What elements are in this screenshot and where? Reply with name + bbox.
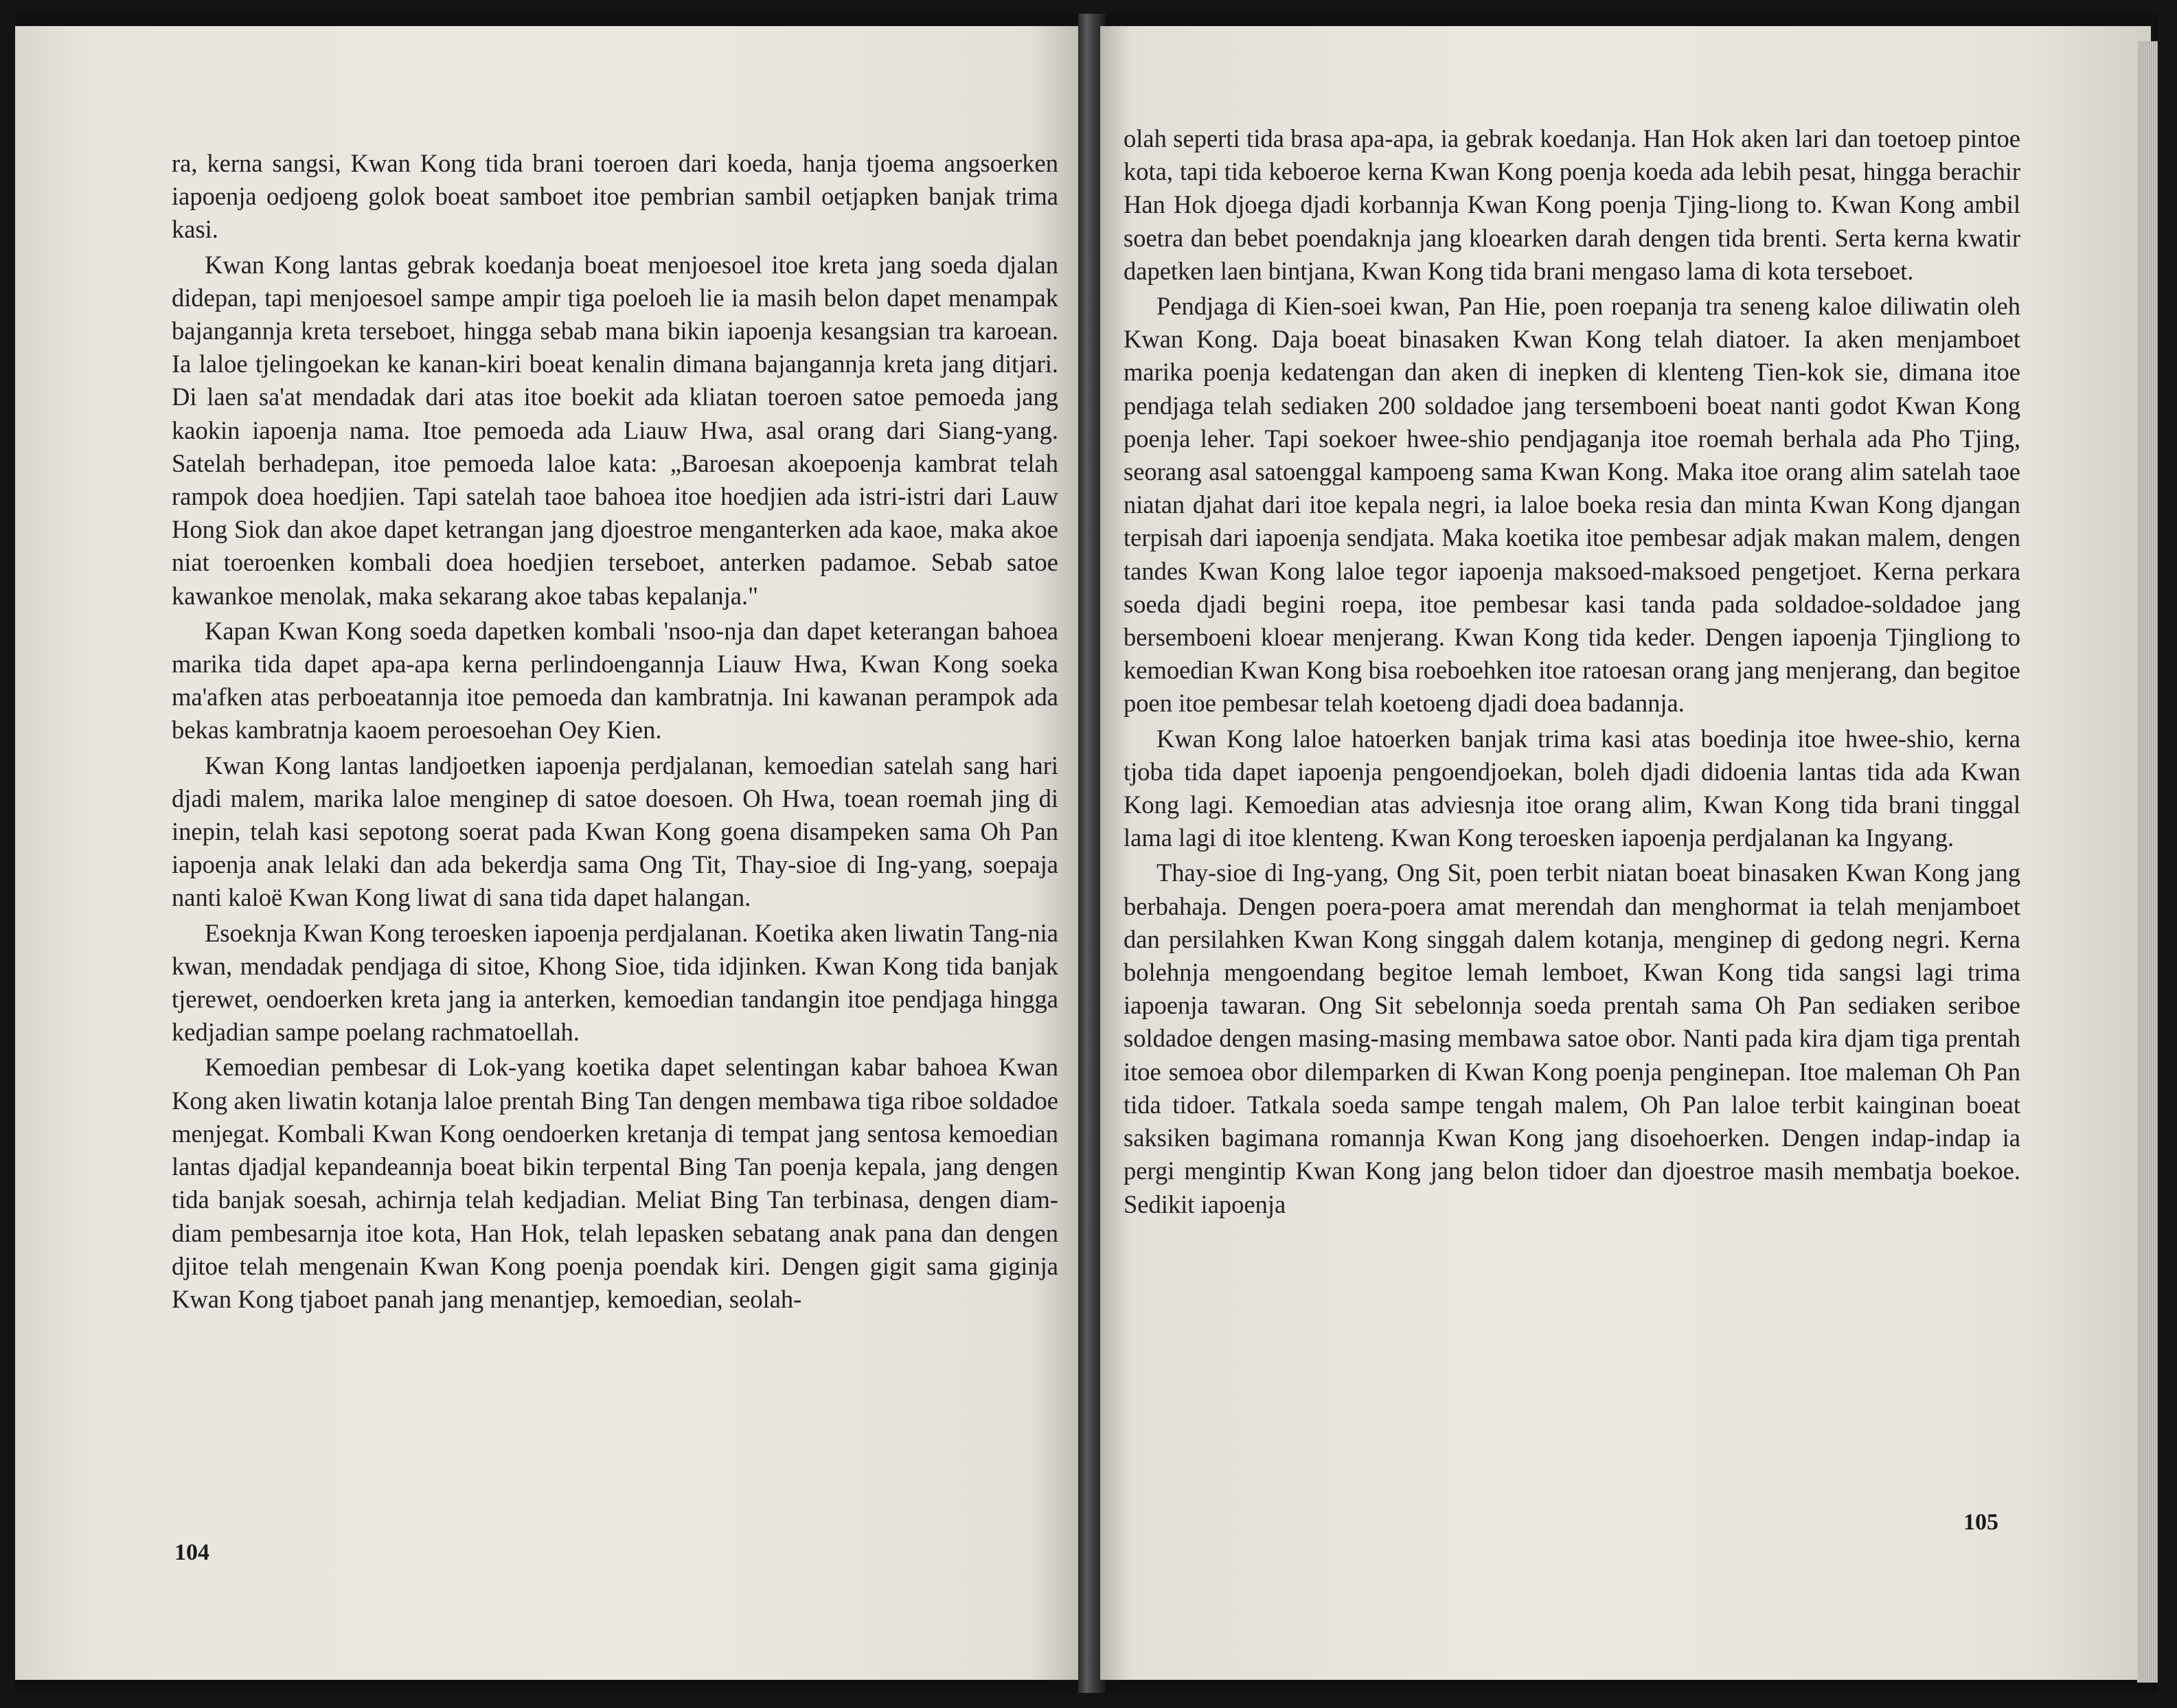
paragraph: Esoeknja Kwan Kong teroesken iapoenja perdjalanan. Koetika aken liwatin Tang-nia kwan, mendadak pendjaga di sitoe, Khong Sioe, tida idjinken. Kwan Kong tida banjak tjerewet, oendoerken kreta jang ia anterken, kemoedian tandangin itoe pendjaga hingga kedjadian sampe poelang rachmatoellah. xyxy=(172,918,1058,1047)
paragraph: olah seperti tida brasa apa-apa, ia gebrak koedanja. Han Hok aken lari dan toetoep pintoe kota, tapi tida keboeroe kerna Kwan Kong poenja koeda ada lebih pesat, hingga berachir Han Hok djoega djadi korbannja Kwan Kong poenja Tjing-liong to. Kwan Kong ambil soetra dan bebet poendaknja jang kloearken darah dengen tida brenti. Serta kerna kwatir dapetken laen bintjana, Kwan Kong tida brani mengaso lama di kota terseboet. xyxy=(1124,124,2020,285)
right-page-text xyxy=(1124,122,2020,1221)
page-edges xyxy=(2137,41,2158,1683)
open-book xyxy=(15,14,2158,1693)
paragraph: Kwan Kong lantas gebrak koedanja boeat menjoesoel itoe kreta jang soeda djalan didepan, tapi menjoesoel sampe ampir tiga poeloeh lie ia masih belon dapet menampak bajangannja kreta terseboet, hingga sebab mana bikin iapoenja kesangsian tra karoean. Ia laloe tjelingoekan ke kanan-kiri boeat kenalin dimana bajangannja kreta jang ditjari. Di laen sa'at mendadak dari atas itoe boekit ada kliatan toeroen satoe pemoeda jang kaokin iapoenja nama. Itoe pemoeda ada Liauw Hwa, asal orang dari Siang-yang. Satelah berhadepan, itoe pemoeda laloe kata: „Baroesan akoepoenja kambrat telah rampok doea hoedjien. Tapi satelah taoe bahoea itoe hoedjien ada istri-istri dari Lauw Hong Siok dan akoe dapet ketrangan jang djoestroe menganterken ada kaoe, maka akoe niat toeroenken kombali doea hoedjien terseboet, anterken padamoe. Sebab satoe kawankoe menolak, maka sekarang akoe tabas kepalanja." xyxy=(172,250,1058,610)
paragraph: Kemoedian pembesar di Lok-yang koetika dapet selentingan kabar bahoea Kwan Kong aken liwatin kotanja laloe prentah Bing Tan dengen membawa tiga riboe soldadoe menjegat. Kombali Kwan Kong oendoerken kretanja di tempat jang sentosa kemoedian lantas djadjal kepandeannja boeat bikin terpental Bing Tan poenja kepala, jang dengen tida banjak soesah, achirnja telah kedjadian. Meliat Bing Tan terbinasa, dengen diam-diam pembesarnja itoe kota, Han Hok, telah lepasken sebatang anak pana dan dengen djitoe telah mengenain Kwan Kong poenja poendak kiri. Dengen gigit sama giginja Kwan Kong tjaboet panah jang menantjep, kemoedian, seolah- xyxy=(172,1053,1058,1313)
page-number-right: 105 xyxy=(1963,1510,1998,1535)
paragraph: ra, kerna sangsi, Kwan Kong tida brani toeroen dari koeda, hanja tjoema angsoerken iapoenja oedjoeng golok boeat samboet itoe pembrian sambil oetjapken banjak trima kasi. xyxy=(172,149,1058,244)
paragraph: Thay-sioe di Ing-yang, Ong Sit, poen terbit niatan boeat binasaken Kwan Kong jang berbahaja. Dengen poera-poera amat merendah dan menghormat ia telah menjamboet dan persilahken Kwan Kong singgah dalem kotanja, menginep di gedong negri. Kerna bolehnja mengoendang begitoe lemah lemboet, Kwan Kong tida sangsi lagi trima iapoenja tawaran. Ong Sit sebelonnja soeda prentah sama Oh Pan sediaken seriboe soldadoe dengen masing-masing membawa satoe obor. Nanti pada kira djam tiga prentah itoe semoea obor dilemparken di Kwan Kong poenja penginepan. Itoe maleman Oh Pan tida tidoer. Tatkala soeda sampe tengah malem, Oh Pan laloe terbit kainginan boeat saksiken bagimana romannja Kwan Kong jang disoehoerken. Dengen indap-indap ia pergi mengintip Kwan Kong jang belon tidoer dan djoestroe masih membatja boekoe. Sedikit iapoenja xyxy=(1124,858,2020,1218)
left-page-text xyxy=(172,147,1058,1316)
paragraph: Kwan Kong laloe hatoerken banjak trima kasi atas boedinja itoe hwee-shio, kerna tjoba tida dapet iapoenja pengoendjoekan, boleh djadi didoenia lantas tida ada Kwan Kong lagi. Kemoedian atas adviesnja itoe orang alim, Kwan Kong tida brani tinggal lama lagi di itoe klenteng. Kwan Kong teroesken iapoenja perdjalanan ka Ingyang. xyxy=(1124,724,2020,852)
page-number-left: 104 xyxy=(174,1540,209,1565)
paragraph: Kwan Kong lantas landjoetken iapoenja perdjalanan, kemoedian satelah sang hari djadi malem, marika laloe menginep di satoe doesoen. Oh Hwa, toean roemah jing di inepin, telah kasi sepotong soerat pada Kwan Kong goena disampeken sama Oh Pan iapoenja anak lelaki dan ada bekerdja sama Ong Tit, Thay-sioe di Ing-yang, soepaja nanti kaloë Kwan Kong liwat di sana tida dapet halangan. xyxy=(172,751,1058,912)
paragraph: Pendjaga di Kien-soei kwan, Pan Hie, poen roepanja tra seneng kaloe diliwatin oleh Kwan Kong. Daja boeat binasaken Kwan Kong telah diatoer. Ia aken menjamboet marika poenja kedatengan dan aken di inepken di klenteng Tien-kok sie, dimana itoe pendjaga telah sediaken 200 soldadoe jang tersemboeni boeat nanti godot Kwan Kong poenja leher. Tapi soekoer hwee-shio pendjaganja itoe roemah berhala ada Pho Tjing, seorang asal satoenggal kampoeng sama Kwan Kong. Maka itoe orang alim satelah taoe niatan djahat dari itoe kepala negri, ia laloe boeka resia dan minta Kwan Kong djangan terpisah dari iapoenja sendjata. Maka koetika itoe pembesar adjak makan malem, dengen tandes Kwan Kong laloe tegor iapoenja maksoed-maksoed pengetjoet. Kerna perkara soeda djadi begini roepa, itoe pembesar kasi tanda pada soldadoe-soldadoe jang bersemboeni kloear menjerang. Kwan Kong tida keder. Dengen iapoenja Tjingliong to kemoedian Kwan Kong bisa roeboehken itoe ratoesan orang jang menjerang, dan begitoe poen itoe pembesar telah koetoeng djadi doea badannja. xyxy=(1124,292,2020,718)
paragraph: Kapan Kwan Kong soeda dapetken kombali 'nsoo-nja dan dapet keterangan bahoea marika tida dapet apa-apa kerna perlindoengannja Liauw Hwa, Kwan Kong soeka ma'afken atas perboeatannja itoe pemoeda dan kambratnja. Ini kawanan perampok ada bekas kambratnja kaoem peroesoehan Oey Kien. xyxy=(172,616,1058,744)
left-page xyxy=(15,26,1083,1680)
right-page xyxy=(1100,26,2151,1680)
